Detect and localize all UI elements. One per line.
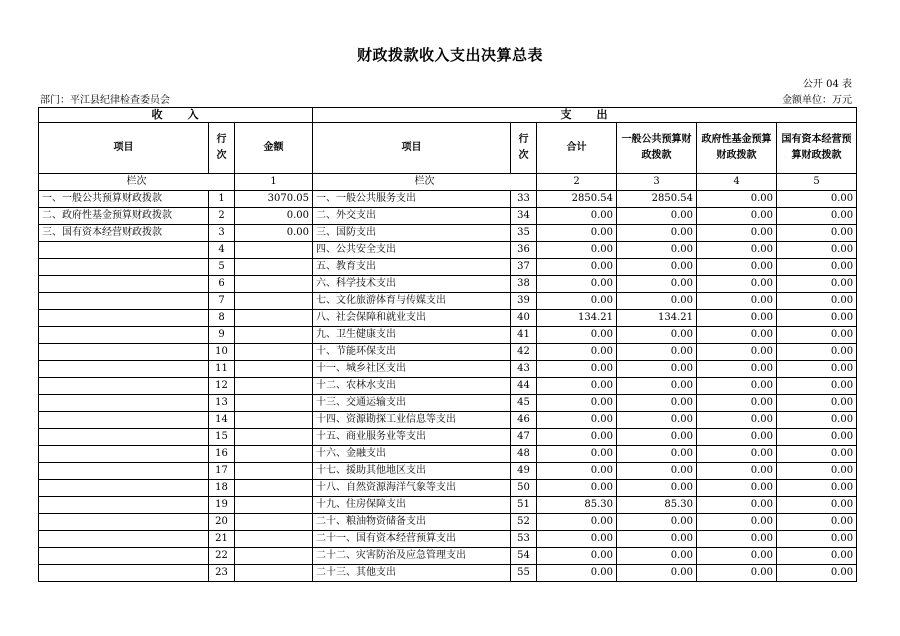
expense-row-cell: 40: [511, 310, 537, 327]
table-row: [39, 463, 857, 480]
income-item-cell: [39, 429, 209, 446]
state-capital-cell: 0.00: [777, 208, 857, 225]
table-row: [39, 514, 857, 531]
state-capital-cell: 0.00: [777, 310, 857, 327]
expense-row-cell: 37: [511, 259, 537, 276]
income-item-cell: [39, 531, 209, 548]
table-row: [39, 412, 857, 429]
state-capital-cell: 0.00: [777, 531, 857, 548]
table-row: [39, 531, 857, 548]
income-row-cell: 12: [209, 378, 235, 395]
income-item-cell: [39, 395, 209, 412]
table-row: [39, 225, 857, 242]
income-row-cell: 23: [209, 565, 235, 582]
general-budget-cell: 0.00: [617, 276, 697, 293]
gov-fund-cell: 0.00: [697, 531, 777, 548]
state-capital-cell: 0.00: [777, 293, 857, 310]
gov-fund-cell: 0.00: [697, 242, 777, 259]
expense-item-cell: 二十二、灾害防治及应急管理支出: [313, 548, 511, 565]
income-amount-cell: [235, 395, 313, 412]
income-item-cell: [39, 446, 209, 463]
income-amount-cell: [235, 327, 313, 344]
income-item-cell: [39, 276, 209, 293]
gov-fund-cell: 0.00: [697, 225, 777, 242]
page-title: 财政拨款收入支出决算总表: [356, 46, 543, 64]
expense-row-cell: 51: [511, 497, 537, 514]
expense-item-cell: 十四、资源勘探工业信息等支出: [313, 412, 511, 429]
budget-summary-table: [38, 107, 857, 582]
column-index-label: 栏次: [39, 174, 235, 191]
income-amount-cell: [235, 242, 313, 259]
expense-item-cell: 十、节能环保支出: [313, 344, 511, 361]
gov-fund-cell: 0.00: [697, 310, 777, 327]
income-row-cell: 1: [209, 191, 235, 208]
expense-item-cell: 十二、农林水支出: [313, 378, 511, 395]
general-budget-cell: 0.00: [617, 446, 697, 463]
table-row: [39, 293, 857, 310]
gov-fund-cell: 0.00: [697, 497, 777, 514]
income-item-cell: [39, 310, 209, 327]
income-row-cell: 10: [209, 344, 235, 361]
total-cell: 2850.54: [537, 191, 617, 208]
general-budget-cell: 0.00: [617, 225, 697, 242]
total-cell: 0.00: [537, 208, 617, 225]
general-budget-cell: 0.00: [617, 429, 697, 446]
income-item-cell: [39, 327, 209, 344]
total-cell: 0.00: [537, 514, 617, 531]
gov-fund-cell: 0.00: [697, 344, 777, 361]
total-cell: 0.00: [537, 548, 617, 565]
state-capital-cell: 0.00: [777, 327, 857, 344]
expense-item-cell: 十八、自然资源海洋气象等支出: [313, 480, 511, 497]
income-row-cell: 15: [209, 429, 235, 446]
expense-row-cell: 46: [511, 412, 537, 429]
income-item-cell: 三、国有资本经营财政拨款: [39, 225, 209, 242]
income-row-cell: 20: [209, 514, 235, 531]
expense-item-cell: 十三、交通运输支出: [313, 395, 511, 412]
state-capital-cell: 0.00: [777, 242, 857, 259]
expense-item-cell: 九、卫生健康支出: [313, 327, 511, 344]
gov-fund-cell: 0.00: [697, 191, 777, 208]
table-row: [39, 191, 857, 208]
gov-fund-cell: 0.00: [697, 565, 777, 582]
income-amount-cell: [235, 310, 313, 327]
income-row-cell: 11: [209, 361, 235, 378]
form-code: 公开 04 表: [802, 79, 852, 90]
expense-row-cell: 55: [511, 565, 537, 582]
table-row: [39, 548, 857, 565]
gov-fund-cell: 0.00: [697, 293, 777, 310]
gov-fund-cell: 0.00: [697, 395, 777, 412]
income-row-cell: 5: [209, 259, 235, 276]
income-row-cell: 2: [209, 208, 235, 225]
state-capital-cell: 0.00: [777, 548, 857, 565]
gov-fund-cell: 0.00: [697, 548, 777, 565]
income-item-header: 项目: [39, 123, 209, 174]
income-item-cell: [39, 497, 209, 514]
income-item-cell: [39, 293, 209, 310]
state-capital-cell: 0.00: [777, 497, 857, 514]
state-capital-cell: 0.00: [777, 412, 857, 429]
gov-fund-cell: 0.00: [697, 412, 777, 429]
income-item-cell: [39, 412, 209, 429]
income-amount-cell: [235, 276, 313, 293]
expense-row-cell: 48: [511, 446, 537, 463]
income-row-header: 行次: [209, 123, 235, 174]
total-cell: 0.00: [537, 446, 617, 463]
income-row-cell: 19: [209, 497, 235, 514]
column-index-1: 1: [235, 174, 313, 191]
department-label: 部门：平江县纪律检查委员会: [40, 95, 170, 106]
total-cell: 134.21: [537, 310, 617, 327]
income-amount-cell: [235, 497, 313, 514]
state-capital-cell: 0.00: [777, 395, 857, 412]
expense-item-cell: 四、公共安全支出: [313, 242, 511, 259]
total-cell: 0.00: [537, 259, 617, 276]
income-amount-cell: [235, 429, 313, 446]
general-budget-cell: 0.00: [617, 514, 697, 531]
income-amount-cell: [235, 463, 313, 480]
total-cell: 0.00: [537, 242, 617, 259]
state-capital-cell: 0.00: [777, 344, 857, 361]
gov-fund-cell: 0.00: [697, 327, 777, 344]
gov-fund-cell: 0.00: [697, 361, 777, 378]
income-item-cell: [39, 548, 209, 565]
income-amount-cell: [235, 412, 313, 429]
expense-row-cell: 49: [511, 463, 537, 480]
general-budget-cell: 2850.54: [617, 191, 697, 208]
expense-item-cell: 二十三、其他支出: [313, 565, 511, 582]
state-capital-cell: 0.00: [777, 361, 857, 378]
total-cell: 0.00: [537, 276, 617, 293]
expense-row-cell: 35: [511, 225, 537, 242]
general-budget-cell: 134.21: [617, 310, 697, 327]
gov-fund-cell: 0.00: [697, 276, 777, 293]
income-item-cell: 一、一般公共预算财政拨款: [39, 191, 209, 208]
gov-fund-cell: 0.00: [697, 514, 777, 531]
expense-row-cell: 41: [511, 327, 537, 344]
general-budget-cell: 0.00: [617, 531, 697, 548]
expense-item-cell: 一、一般公共服务支出: [313, 191, 511, 208]
expense-row-cell: 34: [511, 208, 537, 225]
table-row: [39, 395, 857, 412]
general-budget-cell: 0.00: [617, 565, 697, 582]
state-capital-cell: 0.00: [777, 378, 857, 395]
state-capital-cell: 0.00: [777, 259, 857, 276]
expense-row-header: 行次: [511, 123, 537, 174]
expense-item-cell: 六、科学技术支出: [313, 276, 511, 293]
total-cell: 0.00: [537, 480, 617, 497]
expense-row-cell: 33: [511, 191, 537, 208]
gov-fund-cell: 0.00: [697, 480, 777, 497]
total-cell: 0.00: [537, 225, 617, 242]
income-item-cell: [39, 242, 209, 259]
income-amount-cell: 3070.05: [235, 191, 313, 208]
table-row: [39, 327, 857, 344]
income-amount-cell: 0.00: [235, 208, 313, 225]
gov-fund-cell: 0.00: [697, 208, 777, 225]
total-cell: 0.00: [537, 361, 617, 378]
expense-item-cell: 十九、住房保障支出: [313, 497, 511, 514]
state-capital-cell: 0.00: [777, 565, 857, 582]
income-row-cell: 17: [209, 463, 235, 480]
expense-row-cell: 43: [511, 361, 537, 378]
table-row: [39, 310, 857, 327]
income-amount-cell: [235, 514, 313, 531]
income-amount-cell: [235, 361, 313, 378]
expense-item-cell: 三、国防支出: [313, 225, 511, 242]
general-budget-header: 一般公共预算财政拨款: [617, 123, 697, 174]
total-cell: 0.00: [537, 293, 617, 310]
expense-row-cell: 44: [511, 378, 537, 395]
table-row: [39, 208, 857, 225]
income-amount-header: 金额: [235, 123, 313, 174]
expense-row-cell: 45: [511, 395, 537, 412]
table-row: [39, 361, 857, 378]
table-row: [39, 429, 857, 446]
income-amount-cell: [235, 259, 313, 276]
general-budget-cell: 0.00: [617, 242, 697, 259]
expense-item-cell: 十七、援助其他地区支出: [313, 463, 511, 480]
state-capital-cell: 0.00: [777, 276, 857, 293]
income-item-cell: 二、政府性基金预算财政拨款: [39, 208, 209, 225]
state-capital-cell: 0.00: [777, 225, 857, 242]
income-row-cell: 3: [209, 225, 235, 242]
expense-item-cell: 二、外交支出: [313, 208, 511, 225]
expense-item-header: 项目: [313, 123, 511, 174]
total-cell: 0.00: [537, 327, 617, 344]
income-item-cell: [39, 344, 209, 361]
income-amount-cell: [235, 293, 313, 310]
gov-fund-cell: 0.00: [697, 429, 777, 446]
general-budget-cell: 85.30: [617, 497, 697, 514]
income-amount-cell: [235, 344, 313, 361]
general-budget-cell: 0.00: [617, 480, 697, 497]
expense-item-cell: 八、社会保障和就业支出: [313, 310, 511, 327]
state-capital-cell: 0.00: [777, 429, 857, 446]
general-budget-cell: 0.00: [617, 293, 697, 310]
income-section-header: 收 入: [39, 108, 313, 123]
state-capital-cell: 0.00: [777, 480, 857, 497]
general-budget-cell: 0.00: [617, 463, 697, 480]
income-row-cell: 16: [209, 446, 235, 463]
expense-item-cell: 十一、城乡社区支出: [313, 361, 511, 378]
income-row-cell: 9: [209, 327, 235, 344]
state-capital-header: 国有资本经营预算财政拨款: [777, 123, 857, 174]
income-row-cell: 14: [209, 412, 235, 429]
income-row-cell: 13: [209, 395, 235, 412]
expense-row-cell: 36: [511, 242, 537, 259]
general-budget-cell: 0.00: [617, 327, 697, 344]
table-row: [39, 242, 857, 259]
state-capital-cell: 0.00: [777, 191, 857, 208]
expense-row-cell: 42: [511, 344, 537, 361]
income-row-cell: 8: [209, 310, 235, 327]
state-capital-cell: 0.00: [777, 514, 857, 531]
income-amount-cell: [235, 548, 313, 565]
income-row-cell: 21: [209, 531, 235, 548]
table-row: [39, 497, 857, 514]
income-row-cell: 22: [209, 548, 235, 565]
expense-row-cell: 47: [511, 429, 537, 446]
table-row: [39, 378, 857, 395]
expense-item-cell: 二十、粮油物资储备支出: [313, 514, 511, 531]
total-cell: 0.00: [537, 378, 617, 395]
column-index-4: 4: [697, 174, 777, 191]
total-cell: 0.00: [537, 395, 617, 412]
state-capital-cell: 0.00: [777, 446, 857, 463]
total-cell: 0.00: [537, 531, 617, 548]
expense-item-cell: 十六、金融支出: [313, 446, 511, 463]
general-budget-cell: 0.00: [617, 395, 697, 412]
table-row: [39, 446, 857, 463]
general-budget-cell: 0.00: [617, 208, 697, 225]
total-cell: 85.30: [537, 497, 617, 514]
income-item-cell: [39, 565, 209, 582]
expense-row-cell: 54: [511, 548, 537, 565]
income-item-cell: [39, 480, 209, 497]
total-cell: 0.00: [537, 412, 617, 429]
total-cell: 0.00: [537, 463, 617, 480]
income-row-cell: 7: [209, 293, 235, 310]
expense-row-cell: 39: [511, 293, 537, 310]
income-row-cell: 6: [209, 276, 235, 293]
total-cell: 0.00: [537, 565, 617, 582]
table-row: [39, 276, 857, 293]
general-budget-cell: 0.00: [617, 259, 697, 276]
gov-fund-header: 政府性基金预算财政拨款: [697, 123, 777, 174]
income-amount-cell: 0.00: [235, 225, 313, 242]
expense-row-cell: 52: [511, 514, 537, 531]
general-budget-cell: 0.00: [617, 361, 697, 378]
income-item-cell: [39, 514, 209, 531]
income-item-cell: [39, 259, 209, 276]
income-amount-cell: [235, 531, 313, 548]
state-capital-cell: 0.00: [777, 463, 857, 480]
income-row-cell: 18: [209, 480, 235, 497]
total-cell: 0.00: [537, 344, 617, 361]
general-budget-cell: 0.00: [617, 378, 697, 395]
income-amount-cell: [235, 480, 313, 497]
column-index-2: 2: [537, 174, 617, 191]
expense-item-cell: 七、文化旅游体育与传媒支出: [313, 293, 511, 310]
expense-row-cell: 53: [511, 531, 537, 548]
total-cell: 0.00: [537, 429, 617, 446]
expense-section-header: 支 出: [313, 108, 857, 123]
unit-label: 金额单位：万元: [782, 95, 852, 106]
expense-item-cell: 五、教育支出: [313, 259, 511, 276]
income-amount-cell: [235, 378, 313, 395]
income-item-cell: [39, 378, 209, 395]
total-header: 合计: [537, 123, 617, 174]
column-index-5: 5: [777, 174, 857, 191]
income-item-cell: [39, 361, 209, 378]
gov-fund-cell: 0.00: [697, 446, 777, 463]
column-index-3: 3: [617, 174, 697, 191]
table-row: [39, 480, 857, 497]
gov-fund-cell: 0.00: [697, 463, 777, 480]
income-item-cell: [39, 463, 209, 480]
general-budget-cell: 0.00: [617, 412, 697, 429]
gov-fund-cell: 0.00: [697, 378, 777, 395]
table-row: [39, 259, 857, 276]
general-budget-cell: 0.00: [617, 344, 697, 361]
income-amount-cell: [235, 446, 313, 463]
income-row-cell: 4: [209, 242, 235, 259]
expense-item-cell: 十五、商业服务业等支出: [313, 429, 511, 446]
expense-row-cell: 38: [511, 276, 537, 293]
table-row: [39, 344, 857, 361]
gov-fund-cell: 0.00: [697, 259, 777, 276]
general-budget-cell: 0.00: [617, 548, 697, 565]
income-amount-cell: [235, 565, 313, 582]
table-row: [39, 565, 857, 582]
column-index-label: 栏次: [313, 174, 537, 191]
expense-row-cell: 50: [511, 480, 537, 497]
expense-item-cell: 二十一、国有资本经营预算支出: [313, 531, 511, 548]
